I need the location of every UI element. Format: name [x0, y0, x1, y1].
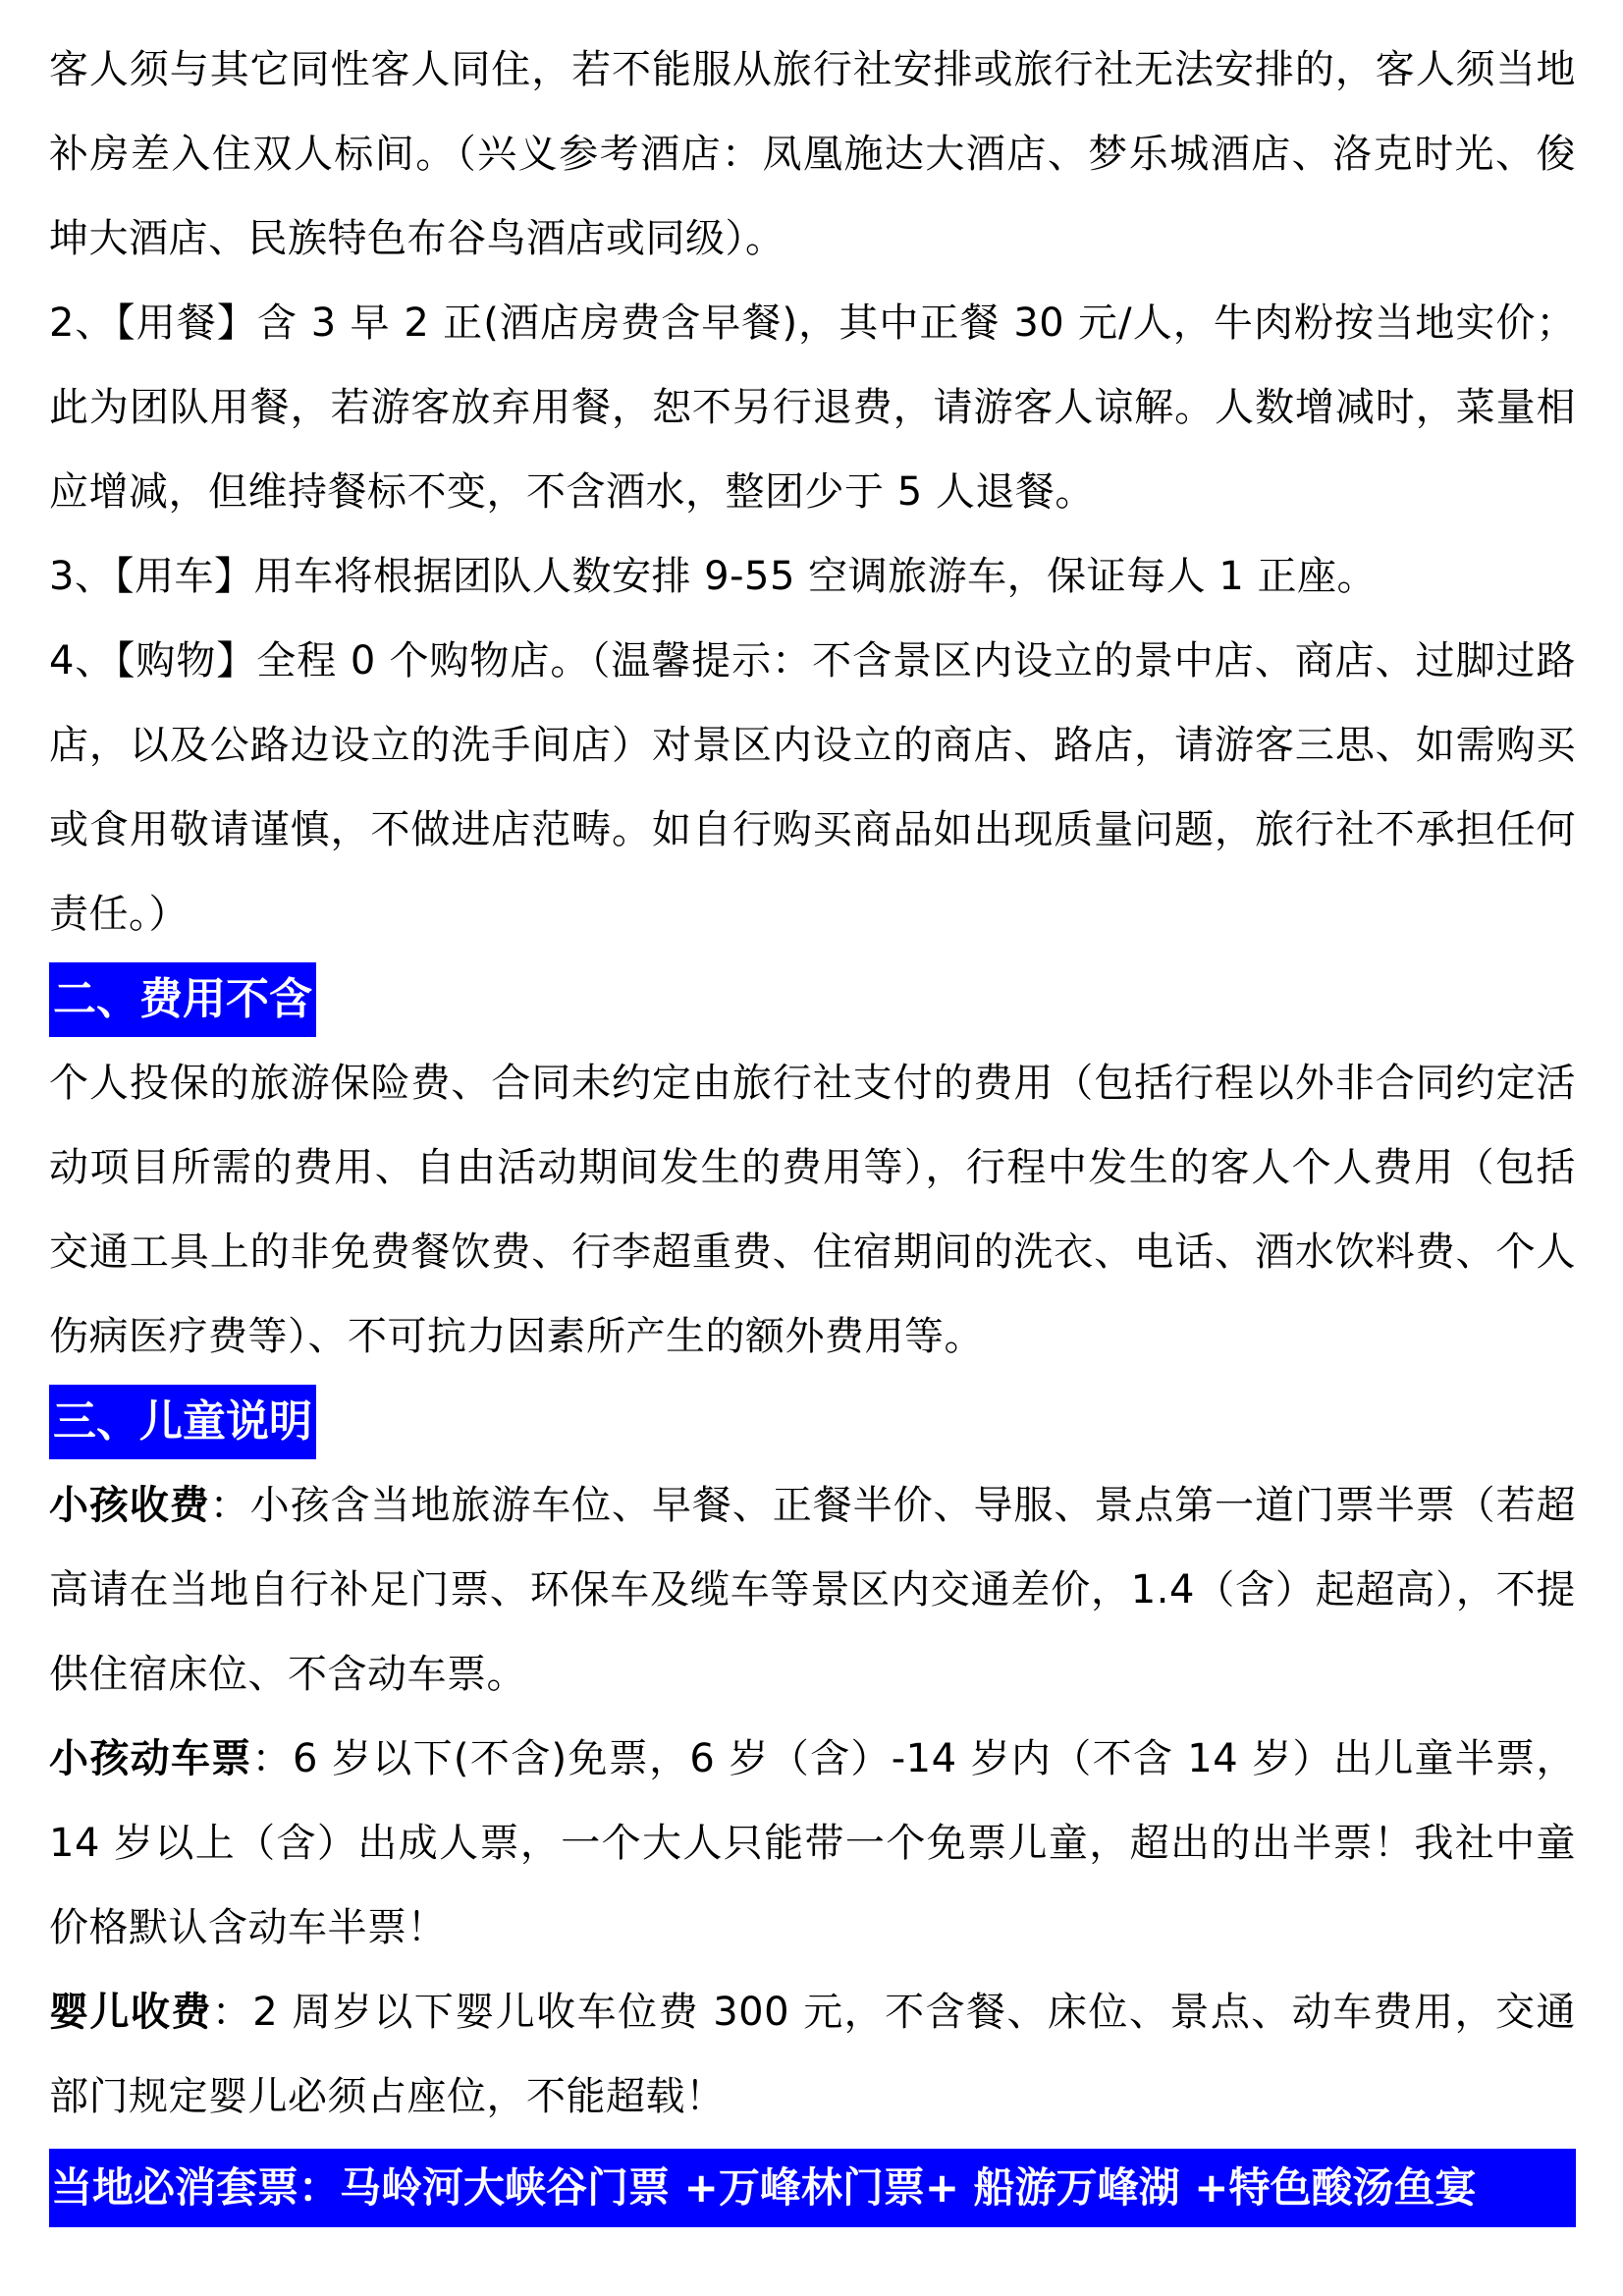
- infant-fee-label: 婴儿收费: [49, 1990, 212, 2035]
- infant-fee-text: ：2 周岁以下婴儿收车位费 300 元，不含餐、床位、景点、动车费用，交通部门规定婴儿必须占座位，不能超载！: [49, 1990, 1576, 2119]
- infant-fee-paragraph: [49, 1970, 1576, 2139]
- document-page: [49, 27, 1576, 2227]
- child-fee-paragraph: [49, 1463, 1576, 1717]
- child-train-ticket-paragraph: [49, 1717, 1576, 1970]
- child-train-ticket-label: 小孩动车票: [49, 1736, 252, 1781]
- meals-paragraph: 2、【用餐】含 3 早 2 正(酒店房费含早餐)，其中正餐 30 元/人，牛肉粉按当地实价；此为团队用餐，若游客放弃用餐，恕不另行退费，请游客人谅解。人数增减时，菜量相应增减，但维持餐标不变，不含酒水，整团少于 5 人退餐。: [49, 301, 1576, 515]
- costs-excluded-paragraph: 个人投保的旅游保险费、合同未约定由旅行社支付的费用（包括行程以外非合同约定活动项目所需的费用、自由活动期间发生的费用等），行程中发生的客人个人费用（包括交通工具上的非免费餐饮费、行李超重费、住宿期间的洗衣、电话、酒水饮料费、个人伤病医疗费等）、不可抗力因素所产生的额外费用等。: [49, 1061, 1576, 1359]
- section-heading-children: 三、儿童说明: [49, 1385, 316, 1459]
- child-fee-label: 小孩收费: [49, 1483, 210, 1528]
- shopping-paragraph: 4、【购物】全程 0 个购物店。（温馨提示：不含景区内设立的景中店、商店、过脚过路店，以及公路边设立的洗手间店）对景区内设立的商店、路店，请游客三思、如需购买或食用敬请谨慎，不做进店范畴。如自行购买商品如出现质量问题，旅行社不承担任何责任。）: [49, 638, 1576, 937]
- section-heading-costs-excluded: 二、费用不含: [49, 962, 316, 1037]
- child-train-ticket-text: ：6 岁以下(不含)免票，6 岁（含）-14 岁内（不含 14 岁）出儿童半票，14 岁以上（含）出成人票，一个大人只能带一个免票儿童，超出的出半票！我社中童价格默认含动车半票！: [49, 1736, 1576, 1950]
- vehicle-paragraph: 3、【用车】用车将根据团队人数安排 9-55 空调旅游车，保证每人 1 正座。: [49, 554, 1378, 599]
- accommodation-paragraph: 客人须与其它同性客人同住，若不能服从旅行社安排或旅行社无法安排的，客人须当地补房差入住双人标间。（兴义参考酒店：凤凰施达大酒店、梦乐城酒店、洛克时光、俊坤大酒店、民族特色布谷鸟酒店或同级）。: [49, 47, 1576, 261]
- child-fee-text: ：小孩含当地旅游车位、早餐、正餐半价、导服、景点第一道门票半票（若超高请在当地自行补足门票、环保车及缆车等景区内交通差价，1.4（含）起超高），不提供住宿床位、不含动车票。: [49, 1483, 1577, 1697]
- mandatory-package-banner: 当地必消套票：马岭河大峡谷门票 +万峰林门票+ 船游万峰湖 +特色酸汤鱼宴: [49, 2149, 1576, 2227]
